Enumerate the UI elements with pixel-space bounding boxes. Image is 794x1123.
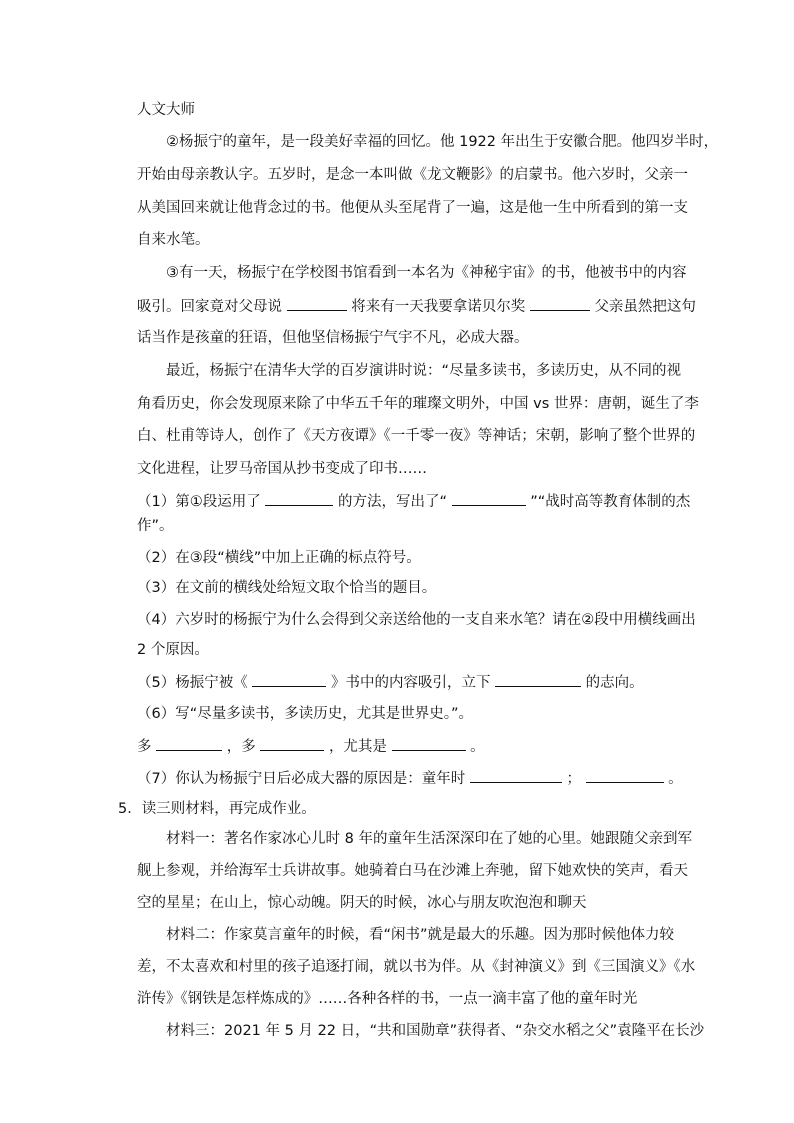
question-6-answer-line xyxy=(137,736,485,757)
question-4-line-1: （4）六岁时的杨振宁为什么会得到父亲送给他的一支自来水笔？请在②段中用横线画出 xyxy=(137,612,696,628)
paragraph-2-line-3: 从美国回来就让他背念过的书。他便从头至尾背了一遍，这是他一生中所看到的第一支 xyxy=(137,200,688,216)
question-6-blank-1[interactable] xyxy=(156,736,222,751)
material-2-line-1: 材料二：作家莫言童年的时候，看“闲书”就是最大的乐趣。因为那时候他体力较 xyxy=(166,927,675,943)
paragraph-4-line-4: 文化进程，让罗马帝国从抄书变成了印书…… xyxy=(137,461,427,477)
question-1-line-1 xyxy=(137,491,690,512)
paragraph-2-line-1: ②杨振宁的童年，是一段美好幸福的回忆。他 1922 年出生于安徽合肥。他四岁半时， xyxy=(166,134,719,150)
question-4-line-2: 2 个原因。 xyxy=(137,642,209,658)
question-5-text-c: 的志向。 xyxy=(585,675,644,691)
question-7-blank-1[interactable] xyxy=(470,768,562,783)
material-2-line-3: 浒传》《钢铁是怎样炼成的》……各种各样的书，一点一滴丰富了他的童年时光 xyxy=(137,991,638,1007)
punctuation-blank-2[interactable] xyxy=(530,296,590,311)
question-2: （2）在③段“横线”中加上正确的标点符号。 xyxy=(137,550,421,566)
question-6: （6）写“尽量多读书，多读历史，尤其是世界史。”。 xyxy=(137,706,473,722)
material-1-line-3: 空的星星；在山上，惊心动魄。阴天的时候，冰心与朋友吹泡泡和聊天 xyxy=(137,895,587,911)
paragraph-3-text-c: 父亲虽然把这句 xyxy=(594,299,696,315)
material-1-line-1: 材料一：著名作家冰心儿时 8 年的童年生活深深印在了她的心里。她跟随父亲到军 xyxy=(166,831,692,847)
paragraph-3-text-b: 将来有一天我要拿诺贝尔奖 xyxy=(351,299,526,315)
question-6-blank-3[interactable] xyxy=(392,736,466,751)
paragraph-4-line-2: 角看历史，你会发现原来除了中华五千年的璀璨文明外，中国 vs 世界：唐朝，诞生了李 xyxy=(137,396,699,412)
question-6-fill-text-a: 多 xyxy=(137,739,152,755)
question-6-fill-text-d: 。 xyxy=(470,739,485,755)
question-1-text-b: 的方法，写出了“ xyxy=(337,494,447,510)
paragraph-4-line-1: 最近，杨振宁在清华大学的百岁演讲时说：“尽量多读书，多读历史，从不同的视 xyxy=(166,363,682,379)
question-7-text-a: （7）你认为杨振宁日后必成大器的原因是：童年时 xyxy=(137,771,466,787)
question-7 xyxy=(137,768,683,789)
question-5-text-b: 》书中的内容吸引，立下 xyxy=(330,675,491,691)
passage-title: 人文大师 xyxy=(137,102,195,118)
paragraph-2-line-2: 开始由母亲教认字。五岁时，是念一本叫做《龙文鞭影》的启蒙书。他六岁时，父亲一 xyxy=(137,167,688,183)
question-1-text-c: ”“战时高等教育体制的杰 xyxy=(530,494,691,510)
paragraph-2-line-4: 自来水笔。 xyxy=(137,232,210,248)
material-3-line-1: 材料三：2021 年 5 月 22 日，“共和国勋章”获得者、“杂交水稻之父”袁隆平在长沙 xyxy=(166,1023,705,1039)
paragraph-3-line-2 xyxy=(137,296,696,317)
question-6-fill-text-c: ，尤其是 xyxy=(328,739,387,755)
question-1-blank-2[interactable] xyxy=(452,491,526,506)
question-1-text-a: （1）第①段运用了 xyxy=(137,494,261,510)
question-6-blank-2[interactable] xyxy=(260,736,324,751)
paragraph-3-line-1: ③有一天，杨振宁在学校图书馆看到一本名为《神秘宇宙》的书，他被书中的内容 xyxy=(166,265,687,281)
question-7-text-c: 。 xyxy=(668,771,683,787)
question-5-blank-2[interactable] xyxy=(495,672,581,687)
question-7-text-b: ； xyxy=(566,771,581,787)
paragraph-3-line-3: 话当作是孩童的狂语，但他坚信杨振宁气宇不凡，必成大器。 xyxy=(137,330,529,346)
paragraph-4-line-3: 白、杜甫等诗人，创作了《天方夜谭》《一千零一夜》等神话；宋朝，影响了整个世界的 xyxy=(137,428,696,444)
material-1-line-2: 舰上参观，并给海军士兵讲故事。她骑着白马在沙滩上奔驰，留下她欢快的笑声，看天 xyxy=(137,863,688,879)
paragraph-3-text-a: 吸引。回家竟对父母说 xyxy=(137,299,282,315)
question-5 xyxy=(137,672,644,693)
question-6-fill-text-b: ，多 xyxy=(226,739,256,755)
question-1-blank-1[interactable] xyxy=(265,491,333,506)
question-3: （3）在文前的横线处给短文取个恰当的题目。 xyxy=(137,580,437,596)
question-5-text-a: （5）杨振宁被《 xyxy=(137,675,248,691)
question-7-blank-2[interactable] xyxy=(586,768,664,783)
question-5-blank-1[interactable] xyxy=(252,672,326,687)
material-2-line-2: 差，不太喜欢和村里的孩子追逐打闹，就以书为伴。从《封神演义》到《三国演义》《水 xyxy=(137,959,696,975)
punctuation-blank-1[interactable] xyxy=(287,296,347,311)
task-5-title: 5．读三则材料，再完成作业。 xyxy=(118,801,316,817)
question-1-line-2: 作”。 xyxy=(137,518,174,534)
